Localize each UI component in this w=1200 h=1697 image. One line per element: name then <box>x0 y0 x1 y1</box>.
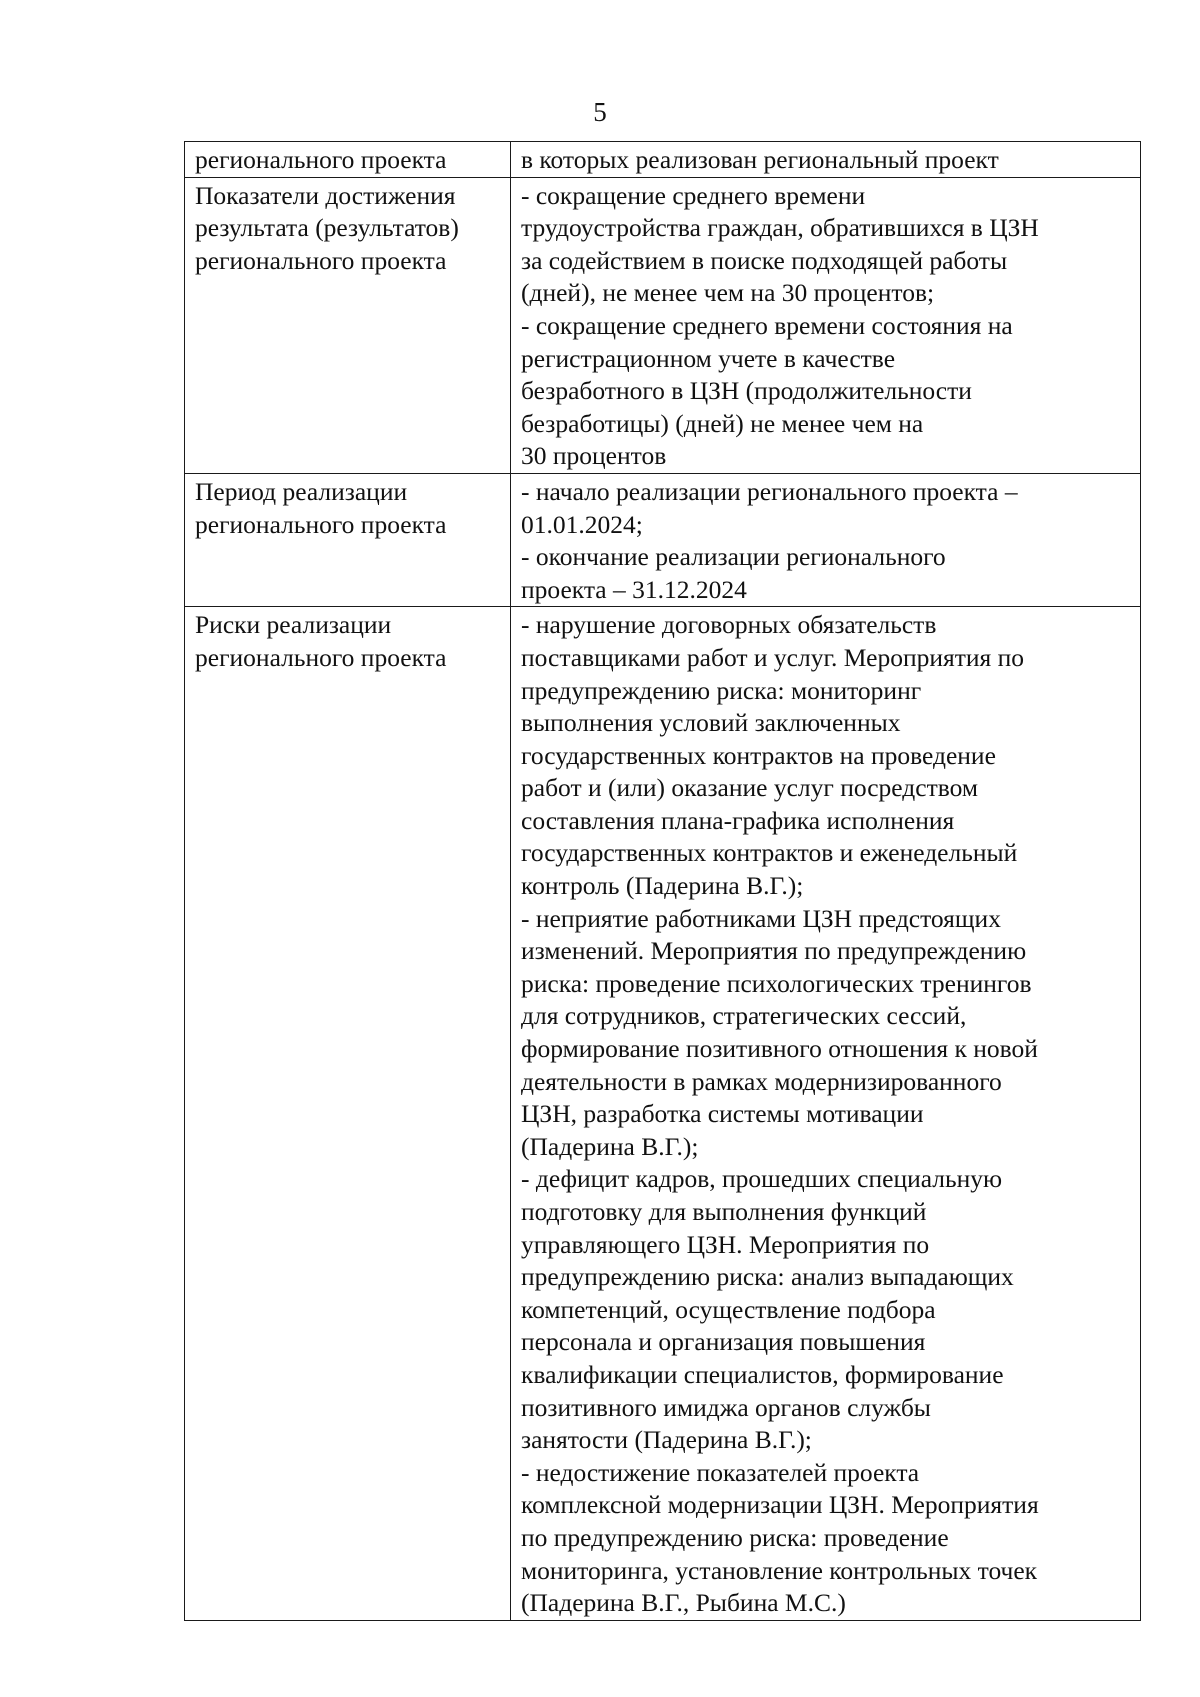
value-line: - окончание реализации регионального <box>521 542 946 572</box>
value-line: по предупреждению риска: проведение <box>521 1522 949 1552</box>
label-line: Показатели достижения <box>195 180 456 210</box>
value-line: - сокращение среднего времени состояния на <box>521 310 1013 340</box>
page-number: 5 <box>593 97 607 127</box>
label-line: Риски реализации <box>195 610 392 640</box>
value-line: безработицы) (дней) не менее чем на <box>521 408 924 438</box>
row-label-cell <box>185 607 511 1620</box>
value-line: - начало реализации регионального проекта – <box>521 476 1018 506</box>
value-line: позитивного имиджа органов службы <box>521 1392 931 1422</box>
value-line: безработного в ЦЗН (продолжительности <box>521 376 972 406</box>
row-label-cell <box>185 177 511 473</box>
value-line: ЦЗН, разработка системы мотивации <box>521 1099 924 1129</box>
value-line: (Падерина В.Г., Рыбина М.С.) <box>521 1588 846 1618</box>
label-line: регионального проекта <box>195 145 447 174</box>
row-value-cell <box>511 473 1141 606</box>
value-line: трудоустройства граждан, обратившихся в ЦЗН <box>521 213 1039 243</box>
value-line: в которых реализован региональный проект <box>521 145 999 174</box>
value-line: выполнения условий заключенных <box>521 708 901 738</box>
value-line: - сокращение среднего времени <box>521 180 866 210</box>
row-label-cell <box>185 473 511 606</box>
passport-table <box>184 141 1141 1621</box>
value-line: поставщиками работ и услуг. Мероприятия по <box>521 642 1025 672</box>
value-line: - дефицит кадров, прошедших специальную <box>521 1164 1003 1194</box>
value-line: проекта – 31.12.2024 <box>521 574 747 604</box>
value-line: 01.01.2024; <box>521 509 643 539</box>
value-line: работ и (или) оказание услуг посредством <box>521 773 978 803</box>
value-line: формирование позитивного отношения к новой <box>521 1034 1038 1064</box>
value-line: квалификации специалистов, формирование <box>521 1359 1004 1389</box>
row-value-cell <box>511 607 1141 1620</box>
value-line: для сотрудников, стратегических сессий, <box>521 1001 967 1031</box>
value-line: государственных контрактов и еженедельный <box>521 838 1018 868</box>
value-line: (Падерина В.Г.); <box>521 1131 699 1161</box>
value-line: комплексной модернизации ЦЗН. Мероприятия <box>521 1490 1039 1520</box>
label-line: регионального проекта <box>195 642 447 672</box>
value-line: персонала и организация повышения <box>521 1327 926 1357</box>
value-line: - недостижение показателей проекта <box>521 1457 920 1487</box>
value-line: 30 процентов <box>521 441 667 471</box>
table-body <box>185 142 1141 1621</box>
value-line: составления плана-графика исполнения <box>521 805 955 835</box>
value-line: предупреждению риска: мониторинг <box>521 675 922 705</box>
table-row <box>185 473 1141 606</box>
value-line: (дней), не менее чем на 30 процентов; <box>521 278 935 308</box>
table-row <box>185 142 1141 178</box>
value-line: мониторинга, установление контрольных точек <box>521 1555 1038 1585</box>
row-value-cell <box>511 177 1141 473</box>
value-line: подготовку для выполнения функций <box>521 1197 927 1226</box>
value-line: - нарушение договорных обязательств <box>521 610 937 640</box>
label-line: регионального проекта <box>195 509 447 539</box>
row-value-cell <box>511 142 1141 178</box>
value-line: предупреждению риска: анализ выпадающих <box>521 1262 1014 1292</box>
label-line: Период реализации <box>195 476 408 506</box>
label-line: регионального проекта <box>195 245 447 275</box>
value-line: - неприятие работниками ЦЗН предстоящих <box>521 903 1001 933</box>
table-row <box>185 177 1141 473</box>
value-line: изменений. Мероприятия по предупреждению <box>521 936 1027 966</box>
value-line: регистрационном учете в качестве <box>521 343 896 373</box>
label-line: результата (результатов) <box>195 213 459 243</box>
value-line: управляющего ЦЗН. Мероприятия по <box>521 1229 930 1259</box>
value-line: риска: проведение психологических тренингов <box>521 968 1032 998</box>
value-line: компетенций, осуществление подбора <box>521 1294 936 1324</box>
value-line: контроль (Падерина В.Г.); <box>521 871 804 901</box>
value-line: государственных контрактов на проведение <box>521 740 996 770</box>
row-label-cell <box>185 142 511 178</box>
table-row <box>185 607 1141 1620</box>
value-line: занятости (Падерина В.Г.); <box>521 1425 812 1455</box>
value-line: за содействием в поиске подходящей работы <box>521 245 1008 275</box>
value-line: деятельности в рамках модернизированного <box>521 1066 1002 1096</box>
